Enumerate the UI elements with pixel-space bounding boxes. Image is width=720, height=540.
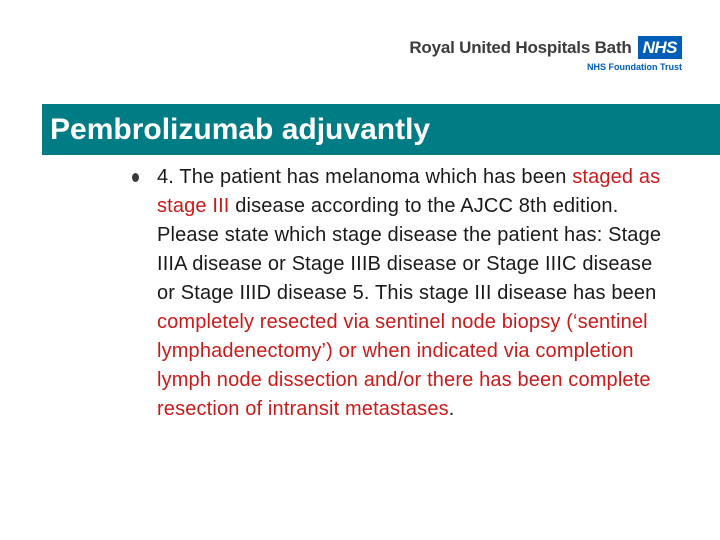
slide-content — [127, 163, 667, 424]
bullet-text — [157, 163, 667, 424]
org-name: Royal United Hospitals Bath — [409, 37, 632, 57]
bullet — [127, 163, 157, 424]
bullet-dot-icon — [132, 173, 139, 182]
nhs-badge: NHS — [638, 36, 682, 59]
title-bar — [42, 104, 720, 155]
body-segment: disease according to the AJCC 8th edition. Please state which stage disease the patient has: Stage IIIA disease or Stage IIIB disease or Stage IIIC disease or Stage IIID disease 5. This stage III disease has been — [157, 195, 662, 304]
body-segment: 4. The patient has melanoma which has been — [157, 166, 573, 188]
body-segment-highlight: staged as stage III — [157, 166, 661, 217]
nhs-trust-logo — [409, 36, 682, 72]
logo-row — [409, 36, 682, 59]
body-segment: . — [448, 398, 455, 420]
slide-title: Pembrolizumab adjuvantly — [50, 112, 431, 146]
body-segment-highlight: completely resected via sentinel node biopsy (‘sentinel lymphadenectomy’) or when indicated via completion lymph node dissection and/or there has been complete resection of intransit metastases — [157, 311, 651, 420]
trust-name: NHS Foundation Trust — [587, 62, 682, 72]
